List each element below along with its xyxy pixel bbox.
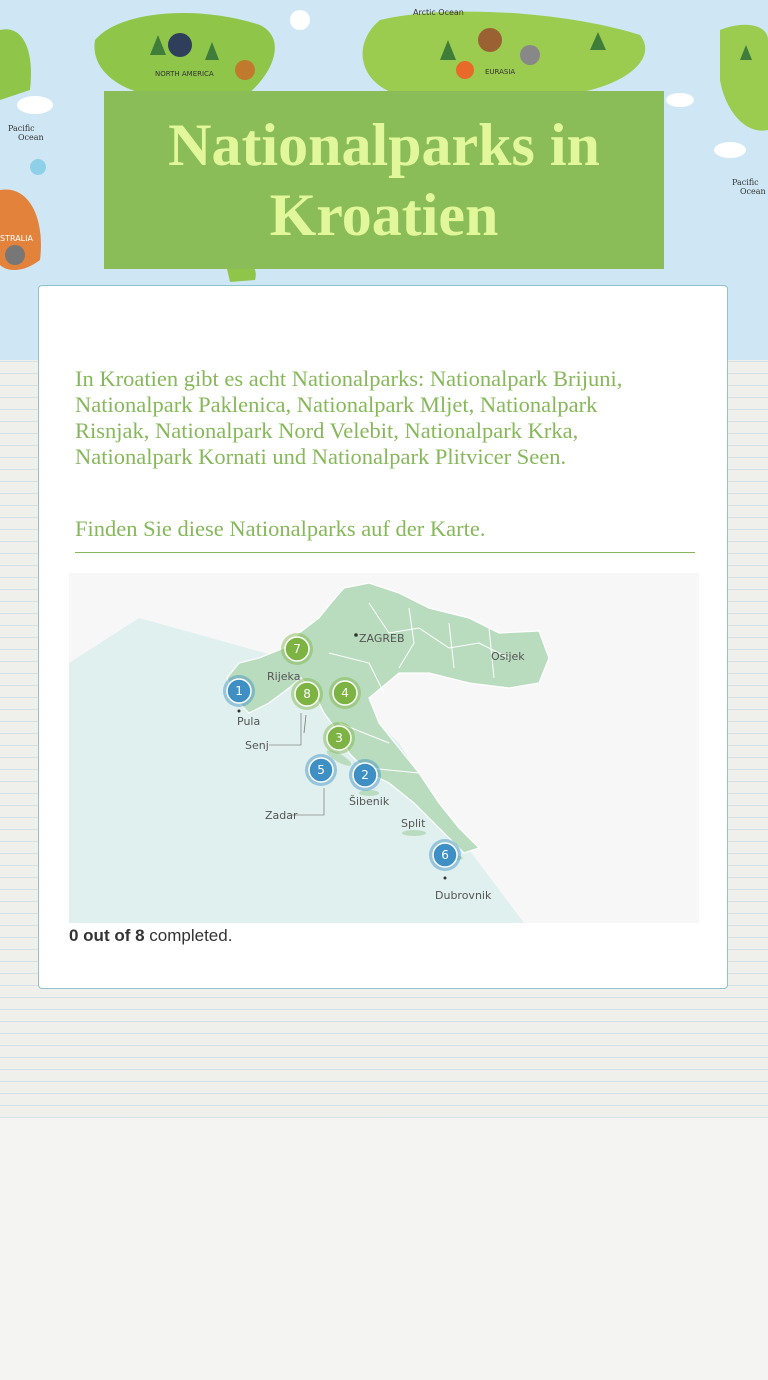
pin-5-number: 5 bbox=[317, 763, 325, 777]
map-pin-2[interactable] bbox=[349, 759, 381, 791]
city-label-senj: Senj bbox=[245, 739, 269, 752]
north-america-label: NORTH AMERICA bbox=[155, 70, 214, 78]
pin-4-number: 4 bbox=[341, 686, 349, 700]
city-label-split: Split bbox=[401, 817, 426, 830]
intro-text: In Kroatien gibt es acht Nationalparks: Nationalpark Brijuni, Nationalpark Paklenica, Nationalpark Mljet, Nationalpark Risnjak, Nationalpark Nord Velebit, Nationalpark Krka, Nationalpark Kornati und Nationalpark Plitvicer Seen. bbox=[75, 366, 623, 469]
title-banner bbox=[104, 91, 664, 269]
city-label-dubrovnik: Dubrovnik bbox=[435, 889, 492, 902]
pacific-ocean-left-label: Pacific bbox=[8, 124, 35, 133]
map-pin-8[interactable] bbox=[291, 678, 323, 710]
pin-3-number: 3 bbox=[335, 731, 343, 745]
arctic-ocean-label: Arctic Ocean bbox=[413, 8, 464, 17]
city-label-rijeka: Rijeka bbox=[267, 670, 301, 683]
content-card bbox=[38, 285, 728, 989]
croatia-map[interactable] bbox=[69, 573, 699, 923]
instruction-text: Finden Sie diese Nationalparks auf der Karte. bbox=[75, 516, 695, 553]
pacific-ocean-right-label: Pacific bbox=[732, 178, 759, 187]
croatia-map-svg bbox=[69, 573, 699, 923]
pin-1-number: 1 bbox=[235, 684, 243, 698]
map-pin-7[interactable] bbox=[281, 633, 313, 665]
australia-label: STRALIA bbox=[0, 234, 33, 243]
city-label-zadar: Zadar bbox=[265, 809, 298, 822]
pin-2-number: 2 bbox=[361, 768, 369, 782]
eurasia-label: EURASIA bbox=[485, 68, 516, 76]
progress-count: 0 out of 8 bbox=[69, 926, 145, 945]
map-pin-6[interactable] bbox=[429, 839, 461, 871]
page-title: Nationalparks in Kroatien bbox=[168, 112, 600, 248]
city-label-pula: Pula bbox=[237, 715, 261, 728]
city-label-zagreb: ZAGREB bbox=[359, 632, 405, 645]
pacific-ocean-left-label-2: Ocean bbox=[18, 133, 44, 142]
city-label-sibenik: Šibenik bbox=[349, 795, 390, 808]
progress-suffix: completed. bbox=[144, 926, 233, 945]
progress-status bbox=[69, 926, 232, 946]
city-label-osijek: Osijek bbox=[491, 650, 525, 663]
map-pin-3[interactable] bbox=[323, 722, 355, 754]
pin-6-number: 6 bbox=[441, 848, 449, 862]
map-pin-4[interactable] bbox=[329, 677, 361, 709]
map-pin-1[interactable] bbox=[223, 675, 255, 707]
pin-7-number: 7 bbox=[293, 642, 301, 656]
pacific-ocean-right-label-2: Ocean bbox=[740, 187, 766, 196]
pin-8-number: 8 bbox=[303, 687, 311, 701]
map-pin-5[interactable] bbox=[305, 754, 337, 786]
